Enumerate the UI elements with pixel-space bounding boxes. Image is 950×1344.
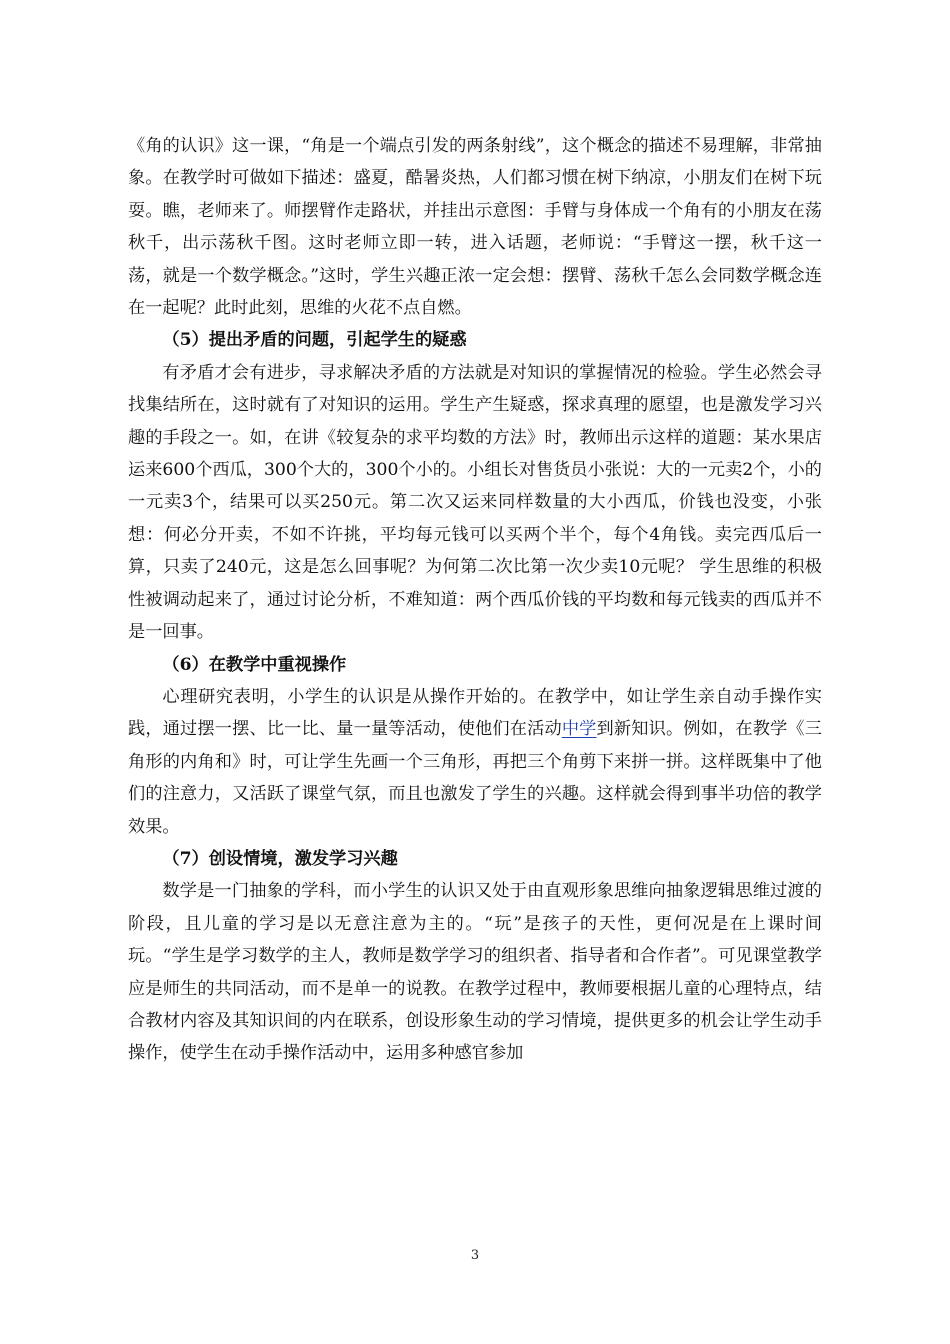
hyperlink-zhongxue[interactable]: 中学 <box>561 719 597 740</box>
page-number: 3 <box>470 1248 480 1263</box>
document-body <box>128 130 822 1070</box>
section-heading-5: （5）提出矛盾的问题，引起学生的疑惑 <box>162 330 467 351</box>
paragraph-operation <box>128 681 822 843</box>
section-heading-6: （6）在教学中重视操作 <box>162 654 347 675</box>
paragraph-situation: 数学是一门抽象的学科，而小学生的认识又处于由直观形象思维向抽象逻辑思维过渡的阶段，且儿童的学习是以无意注意为主的。“玩”是孩子的天性，更何况是在上课时间玩。“学生是学习数学的主人，教师是数学学习的组织者、指导者和合作者”。可见课堂教学应是师生的共同活动，而不是单一的说教。在教学过程中，教师要根据儿童的心理特点，结合教材内容及其知识间的内在联系，创设形象生动的学习情境，提供更多的机会让学生动手操作，使学生在动手操作活动中，运用多种感官参加 <box>128 881 822 1064</box>
section-heading-7: （7）创设情境，激发学习兴趣 <box>162 848 398 869</box>
paragraph-operation-text-2: 到新知识。例如，在教学《三角形的内角和》时，可让学生先画一个三角形，再把三个角剪下来拼一拼。这样既集中了他们的注意力，又活跃了课堂气氛，而且也激发了学生的兴趣。这样就会得到事半功倍的教学效果。 <box>128 719 822 837</box>
paragraph-angle-lesson: 《角的认识》这一课，“角是一个端点引发的两条射线”，这个概念的描述不易理解，非常抽象。在教学时可做如下描述：盛夏，酷暑炎热，人们都习惯在树下纳凉，小朋友们在树下玩耍。瞧，老师来了。师摆臂作走路状，并挂出示意图：手臂与身体成一个角有的小朋友在荡秋千，出示荡秋千图。这时老师立即一转，进入话题，老师说：“手臂这一摆，秋千这一荡，就是一个数学概念。”这时，学生兴趣正浓一定会想：摆臂、荡秋千怎么会同数学概念连在一起呢？此时此刻，思维的火花不点自燃。 <box>128 136 822 319</box>
paragraph-operation-text-1: 心理研究表明，小学生的认识是从操作开始的。在教学中，如让学生亲自动手操作实践，通过摆一摆、比一比、量一量等活动，使他们在活动 <box>128 686 822 740</box>
paragraph-contradiction: 有矛盾才会有进步，寻求解决矛盾的方法就是对知识的掌握情况的检验。学生必然会寻找集结所在，这时就有了对知识的运用。学生产生疑惑，探求真理的愿望，也是激发学习兴趣的手段之一。如，在讲《较复杂的求平均数的方法》时，教师出示这样的道题：某水果店运来600个西瓜，300个大的，300个小的。小组长对售货员小张说：大的一元卖2个，小的一元卖3个，结果可以买250元。第二次又运来同样数量的大小西瓜，价钱也没变，小张想：何必分开卖，不如不许挑，平均每元钱可以买两个半个，每个4角钱。卖完西瓜后一算，只卖了240元，这是怎么回事呢？为何第二次比第一次少卖10元呢？ 学生思维的积极性被调动起来了，通过讨论分析，不难知道：两个西瓜价钱的平均数和每元钱卖的西瓜并不是一回事。 <box>128 362 822 643</box>
